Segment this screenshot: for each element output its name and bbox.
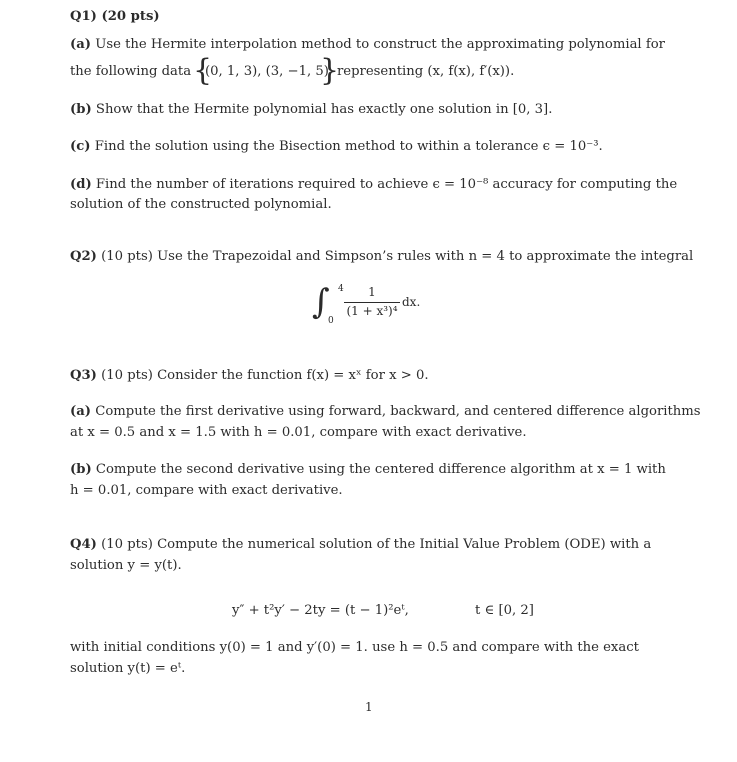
integral-dx: dx. (402, 295, 421, 309)
left-brace: { (193, 53, 213, 88)
q3b-line2: h = 0.01, compare with exact derivative. (70, 483, 343, 498)
q1a-prefix: the following data (70, 64, 192, 79)
page-number: 1 (365, 700, 373, 714)
q2-line: Q2) (10 pts) Use the Trapezoidal and Simpson’s rules with n = 4 to approximate the integral (70, 249, 694, 264)
right-brace: } (320, 53, 340, 88)
q1b-line: (b) Show that the Hermite polynomial has exactly one solution in [0, 3]. (70, 102, 553, 117)
q4-line3: with initial conditions y(0) = 1 and y′(0) = 1. use h = 0.5 and compare with the exact (70, 640, 639, 655)
q1a-data-points: (0, 1, 3), (3, −1, 5) (205, 64, 329, 79)
integrand-denominator: (1 + x³)⁴ (346, 304, 398, 318)
q3-line: Q3) (10 pts) Consider the function f(x) = xˣ for x > 0. (70, 368, 429, 383)
q4-line2: solution y = y(t). (70, 558, 182, 573)
q3a-line1: (a) Compute the first derivative using forward, backward, and centered difference algorithms (70, 404, 701, 419)
q1a-line1: (a) Use the Hermite interpolation method to construct the approximating polynomial for (70, 37, 665, 52)
integral-lower-limit: 0 (328, 316, 334, 326)
integral-sign: ∫ (312, 282, 330, 322)
q3a-line2: at x = 0.5 and x = 1.5 with h = 0.01, compare with exact derivative. (70, 425, 527, 440)
q1d-line1: (d) Find the number of iterations required to achieve ϵ = 10⁻⁸ accuracy for computing the (70, 177, 678, 192)
q1-heading: Q1) (20 pts) (70, 9, 160, 24)
q4-line1: Q4) (10 pts) Compute the numerical solution of the Initial Value Problem (ODE) with a (70, 537, 652, 552)
fraction-bar (344, 302, 400, 303)
integrand-numerator: 1 (368, 285, 376, 299)
integral-upper-limit: 4 (338, 284, 344, 294)
q1c-line: (c) Find the solution using the Bisection method to within a tolerance ϵ = 10⁻³. (70, 139, 603, 154)
q4-domain: t ∈ [0, 2] (475, 603, 534, 618)
q1d-line2: solution of the constructed polynomial. (70, 197, 332, 212)
q4-line4: solution y(t) = eᵗ. (70, 661, 186, 676)
q3b-line1: (b) Compute the second derivative using the centered difference algorithm at x = 1 with (70, 462, 666, 477)
q1a-suffix: representing (x, f(x), f′(x)). (337, 64, 515, 79)
q4-equation: y″ + t²y′ − 2ty = (t − 1)²eᵗ, (232, 603, 409, 618)
